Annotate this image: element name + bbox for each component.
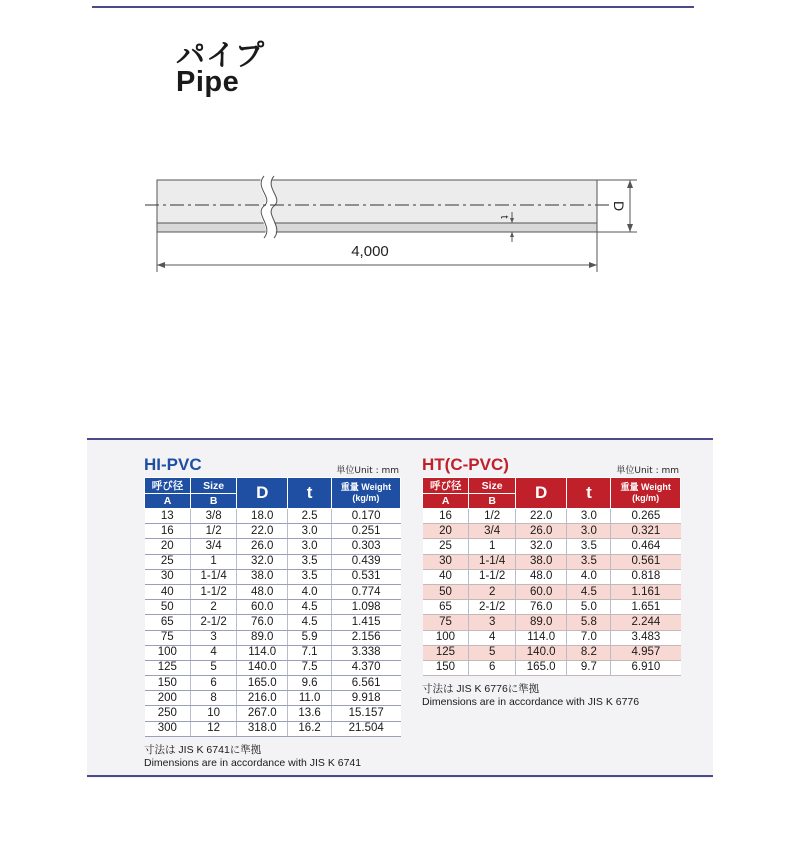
cell-t: 3.0 [288, 524, 332, 539]
cell-b: 4 [191, 645, 237, 660]
hi-pvc-unit: 単位Unit : mm [336, 466, 399, 476]
cell-weight: 6.910 [611, 660, 681, 675]
cell-a: 13 [145, 509, 191, 524]
cell-d: 76.0 [237, 615, 288, 630]
ht-cpvc-table [422, 477, 681, 676]
cell-t: 9.7 [567, 660, 611, 675]
cell-d: 114.0 [237, 645, 288, 660]
cell-a: 30 [145, 569, 191, 584]
table-row [145, 630, 401, 645]
cell-a: 20 [145, 539, 191, 554]
cell-a: 50 [145, 600, 191, 615]
cell-d: 60.0 [237, 600, 288, 615]
cell-t: 7.1 [288, 645, 332, 660]
cell-d: 32.0 [237, 554, 288, 569]
col-weight-line1: 重量 Weight [620, 482, 671, 492]
cell-b: 1/2 [191, 524, 237, 539]
col-nominal: 呼び径 [145, 478, 191, 494]
cell-weight: 0.251 [331, 524, 400, 539]
cell-weight: 0.303 [331, 539, 400, 554]
cell-d: 22.0 [515, 509, 567, 524]
cell-a: 100 [423, 630, 469, 645]
cell-a: 25 [423, 539, 469, 554]
cell-b: 6 [469, 660, 515, 675]
cell-d: 32.0 [515, 539, 567, 554]
page-title-en: Pipe [176, 66, 240, 98]
table-row [145, 539, 401, 554]
page-title-jp: パイプ [176, 38, 266, 72]
cell-t: 8.2 [567, 645, 611, 660]
cell-d: 48.0 [237, 584, 288, 599]
col-t: t [288, 478, 332, 509]
top-divider [92, 6, 694, 8]
cell-a: 16 [145, 524, 191, 539]
cell-a: 75 [145, 630, 191, 645]
cell-a: 125 [423, 645, 469, 660]
cell-t: 16.2 [288, 721, 332, 736]
cell-d: 26.0 [515, 524, 567, 539]
cell-weight: 21.504 [331, 721, 400, 736]
cell-weight: 2.156 [331, 630, 400, 645]
cell-t: 3.5 [288, 569, 332, 584]
cell-t: 3.5 [567, 539, 611, 554]
cell-a: 16 [423, 509, 469, 524]
cell-b: 3/4 [469, 524, 515, 539]
table-row [423, 615, 681, 630]
cell-t: 3.5 [288, 554, 332, 569]
ht-cpvc-note-en: Dimensions are in accordance with JIS K 6776 [422, 696, 640, 709]
cell-t: 9.6 [288, 676, 332, 691]
cell-b: 2-1/2 [469, 600, 515, 615]
cell-b: 4 [469, 630, 515, 645]
cell-d: 48.0 [515, 569, 567, 584]
col-b: B [191, 494, 237, 509]
table-row [145, 524, 401, 539]
cell-a: 40 [145, 584, 191, 599]
cell-d: 76.0 [515, 600, 567, 615]
cell-d: 18.0 [237, 509, 288, 524]
cell-weight: 0.561 [611, 554, 681, 569]
cell-b: 1/2 [469, 509, 515, 524]
cell-a: 300 [145, 721, 191, 736]
cell-weight: 3.338 [331, 645, 400, 660]
ht-cpvc-note-jp: 寸法は JIS K 6776に準拠 [422, 683, 540, 696]
hi-pvc-section [144, 455, 401, 770]
cell-weight: 4.370 [331, 660, 400, 675]
cell-a: 75 [423, 615, 469, 630]
cell-a: 250 [145, 706, 191, 721]
cell-weight: 1.098 [331, 600, 400, 615]
table-row [423, 630, 681, 645]
ht-cpvc-unit: 単位Unit : mm [616, 466, 679, 476]
cell-b: 10 [191, 706, 237, 721]
hi-pvc-table [144, 477, 401, 737]
col-weight-line2: (kg/m) [632, 493, 660, 503]
hi-pvc-title: HI-PVC [144, 455, 202, 474]
col-b: B [469, 494, 515, 509]
cell-weight: 1.161 [611, 584, 681, 599]
cell-b: 3/8 [191, 509, 237, 524]
cell-weight: 0.321 [611, 524, 681, 539]
col-weight-line2: (kg/m) [352, 493, 380, 503]
table-row [145, 615, 401, 630]
cell-b: 2 [191, 600, 237, 615]
cell-t: 5.9 [288, 630, 332, 645]
cell-b: 8 [191, 691, 237, 706]
col-nominal: 呼び径 [423, 478, 469, 494]
cell-d: 26.0 [237, 539, 288, 554]
cell-b: 1-1/4 [191, 569, 237, 584]
cell-weight: 0.265 [611, 509, 681, 524]
col-t: t [567, 478, 611, 509]
table-row [423, 539, 681, 554]
cell-d: 318.0 [237, 721, 288, 736]
cell-d: 165.0 [515, 660, 567, 675]
table-row [423, 660, 681, 675]
cell-d: 22.0 [237, 524, 288, 539]
diameter-label: D [611, 200, 627, 212]
cell-d: 267.0 [237, 706, 288, 721]
cell-t: 4.5 [567, 584, 611, 599]
table-row [145, 584, 401, 599]
table-row [423, 509, 681, 524]
cell-t: 3.0 [567, 509, 611, 524]
table-row [145, 706, 401, 721]
cell-t: 7.0 [567, 630, 611, 645]
col-a: A [145, 494, 191, 509]
cell-t: 4.0 [288, 584, 332, 599]
cell-b: 1 [469, 539, 515, 554]
cell-weight: 4.957 [611, 645, 681, 660]
cell-weight: 0.818 [611, 569, 681, 584]
ht-cpvc-section [422, 455, 681, 709]
cell-t: 2.5 [288, 509, 332, 524]
table-row [145, 645, 401, 660]
col-size: Size [191, 478, 237, 494]
cell-t: 5.0 [567, 600, 611, 615]
cell-weight: 0.531 [331, 569, 400, 584]
col-weight-line1: 重量 Weight [340, 482, 392, 492]
cell-b: 1-1/2 [191, 584, 237, 599]
cell-d: 89.0 [237, 630, 288, 645]
cell-a: 50 [423, 584, 469, 599]
cell-a: 30 [423, 554, 469, 569]
table-row [423, 600, 681, 615]
cell-b: 5 [191, 660, 237, 675]
cell-t: 11.0 [288, 691, 332, 706]
cell-t: 4.5 [288, 615, 332, 630]
hi-pvc-note-jp: 寸法は JIS K 6741に準拠 [144, 743, 262, 756]
cell-a: 20 [423, 524, 469, 539]
cell-t: 4.0 [567, 569, 611, 584]
cell-b: 1 [191, 554, 237, 569]
bottom-divider [87, 775, 713, 777]
cell-b: 1-1/2 [469, 569, 515, 584]
cell-d: 140.0 [237, 660, 288, 675]
cell-weight: 1.415 [331, 615, 400, 630]
cell-weight: 0.170 [331, 509, 400, 524]
ht-cpvc-title: HT(C-PVC) [422, 455, 509, 474]
cell-t: 7.5 [288, 660, 332, 675]
table-row [423, 554, 681, 569]
cell-weight: 1.651 [611, 600, 681, 615]
table-row [423, 524, 681, 539]
cell-d: 216.0 [237, 691, 288, 706]
pipe-drawing [140, 168, 650, 278]
cell-b: 1-1/4 [469, 554, 515, 569]
cell-d: 38.0 [515, 554, 567, 569]
ht-cpvc-table-body [423, 509, 681, 676]
cell-d: 89.0 [515, 615, 567, 630]
cell-t: 3.5 [567, 554, 611, 569]
cell-d: 165.0 [237, 676, 288, 691]
cell-weight: 0.439 [331, 554, 400, 569]
cell-t: 3.0 [567, 524, 611, 539]
thickness-label: t [498, 215, 510, 219]
cell-a: 100 [145, 645, 191, 660]
cell-weight: 15.157 [331, 706, 400, 721]
table-row [145, 660, 401, 675]
cell-a: 150 [423, 660, 469, 675]
cell-d: 60.0 [515, 584, 567, 599]
cell-weight: 9.918 [331, 691, 400, 706]
hi-pvc-note [144, 744, 401, 770]
ht-cpvc-note [422, 683, 681, 709]
cell-weight: 0.774 [331, 584, 400, 599]
cell-b: 6 [191, 676, 237, 691]
cell-b: 12 [191, 721, 237, 736]
cell-a: 125 [145, 660, 191, 675]
table-row [145, 569, 401, 584]
table-row [423, 584, 681, 599]
cell-d: 114.0 [515, 630, 567, 645]
col-weight [331, 478, 400, 509]
cell-weight: 0.464 [611, 539, 681, 554]
table-row [145, 676, 401, 691]
cell-a: 65 [145, 615, 191, 630]
cell-t: 5.8 [567, 615, 611, 630]
col-weight [611, 478, 681, 509]
col-d: D [237, 478, 288, 509]
cell-a: 65 [423, 600, 469, 615]
cell-b: 2 [469, 584, 515, 599]
cell-b: 3 [469, 615, 515, 630]
pipe-body [157, 176, 597, 238]
cell-a: 200 [145, 691, 191, 706]
cell-weight: 2.244 [611, 615, 681, 630]
cell-t: 13.6 [288, 706, 332, 721]
cell-b: 3/4 [191, 539, 237, 554]
cell-t: 3.0 [288, 539, 332, 554]
table-row [145, 509, 401, 524]
table-row [423, 569, 681, 584]
cell-b: 5 [469, 645, 515, 660]
hi-pvc-note-en: Dimensions are in accordance with JIS K 6741 [144, 756, 362, 769]
cell-d: 140.0 [515, 645, 567, 660]
table-row [145, 600, 401, 615]
table-row [145, 721, 401, 736]
cell-weight: 6.561 [331, 676, 400, 691]
table-row [145, 554, 401, 569]
cell-t: 4.5 [288, 600, 332, 615]
length-label: 4,000 [351, 243, 389, 260]
table-row [145, 691, 401, 706]
cell-weight: 3.483 [611, 630, 681, 645]
cell-b: 2-1/2 [191, 615, 237, 630]
table-row [423, 645, 681, 660]
col-d: D [515, 478, 567, 509]
cell-a: 25 [145, 554, 191, 569]
cell-b: 3 [191, 630, 237, 645]
cell-a: 40 [423, 569, 469, 584]
col-a: A [423, 494, 469, 509]
cell-d: 38.0 [237, 569, 288, 584]
hi-pvc-table-body [145, 509, 401, 737]
col-size: Size [469, 478, 515, 494]
cell-a: 150 [145, 676, 191, 691]
